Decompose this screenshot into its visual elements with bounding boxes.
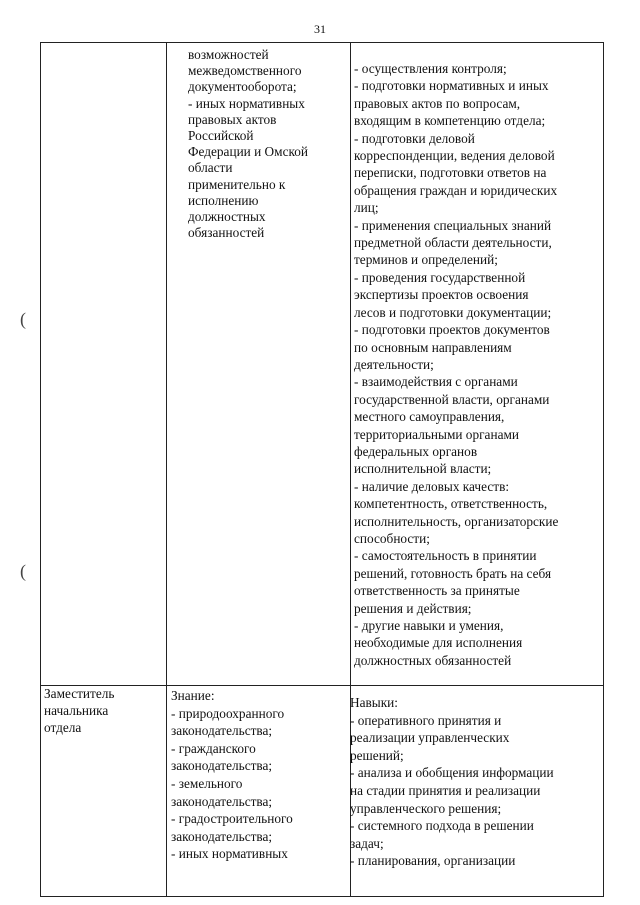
table-bottom-border xyxy=(40,896,603,897)
page-number: 31 xyxy=(314,22,326,36)
table-cell-skills: - осуществления контроля; - подготовки нормативных и иных правовых актов по вопросам, входящим в компетенцию отдела; - подготовки деловой корреспонденции, ведения деловой переписки, подготовки ответов на обращения граждан и юридических лиц; - применения специальных знаний предметной области деятельности, терминов и определений; - проведения государственной экспертизы проектов освоения лесов и подготовки документации; - подготовки проектов документов по основным направлениям деятельности; - взаимодействия с органами государственной власти, органами местного самоуправления, территориальными органами федеральных органов исполнительной власти; - наличие деловых качеств: компетентность, ответственность, исполнительность, организаторские способности; - самостоятельность в принятии решений, готовность брать на себя ответственность за принятые решения и действия; - другие навыки и умения, необходимые для исполнения должностных обязанностей xyxy=(354,61,559,668)
table-cell-knowledge: возможностей межведомственного документооборота; - иных нормативных правовых актов Российской Федерации и Омской области применительно к исполнению должностных обязанностей xyxy=(188,47,309,241)
qualification-table xyxy=(40,42,603,897)
table-left-border xyxy=(40,42,41,897)
table-cell-skills: Навыки: - оперативного принятия и реализации управленческих решений; - анализа и обобщения информации на стадии принятия и реализации управленческого решения; - системного подхода в решении задач; - планирования, организации xyxy=(350,695,554,869)
binder-hole-mark: ( xyxy=(20,309,26,329)
binder-hole-mark: ( xyxy=(20,561,26,581)
table-cell-position: Заместитель начальника отдела xyxy=(44,686,115,735)
table-top-border xyxy=(40,42,603,43)
column-divider xyxy=(166,42,167,897)
table-cell-knowledge: Знание: - природоохранного законодательства; - гражданского законодательства; - земельного законодательства; - градостроительного законодательства; - иных нормативных xyxy=(171,688,293,862)
table-right-border xyxy=(603,42,604,897)
